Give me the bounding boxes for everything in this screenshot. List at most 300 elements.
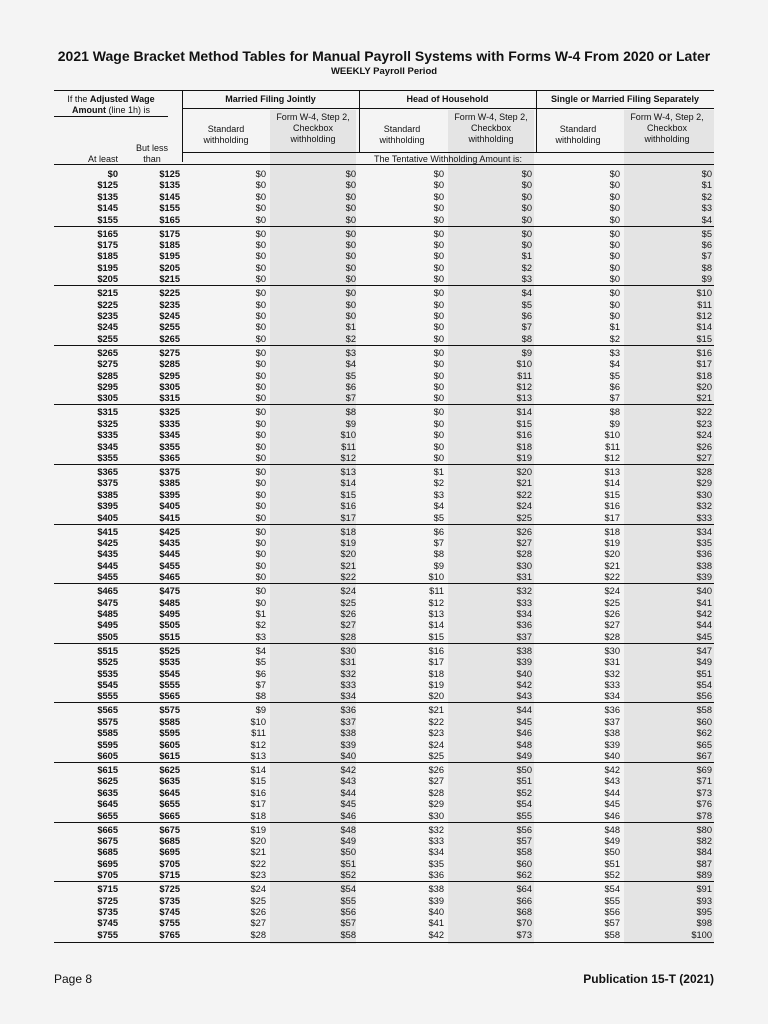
cell-single-standard: $0 xyxy=(609,169,620,179)
cell-hoh-checkbox: $43 xyxy=(516,691,532,702)
cell-hoh-standard: $0 xyxy=(433,203,444,214)
cell-single-checkbox: $0 xyxy=(701,169,712,179)
cell-hoh-checkbox: $64 xyxy=(516,884,532,895)
cell-mfj-checkbox: $0 xyxy=(345,311,356,321)
cell-hoh-checkbox: $7 xyxy=(521,322,532,333)
cell-mfj-standard: $0 xyxy=(255,347,266,358)
cell-at-least: $575 xyxy=(97,716,118,727)
cell-but-less-than: $255 xyxy=(159,322,180,333)
cell-mfj-standard: $0 xyxy=(255,549,266,560)
cell-single-checkbox: $73 xyxy=(696,787,712,798)
table-row xyxy=(0,490,768,501)
cell-mfj-standard: $0 xyxy=(255,359,266,370)
cell-but-less-than: $245 xyxy=(159,311,180,321)
cell-mfj-checkbox: $48 xyxy=(340,824,356,835)
cell-hoh-standard: $35 xyxy=(428,858,444,869)
cell-single-checkbox: $54 xyxy=(696,680,712,690)
cell-single-checkbox: $39 xyxy=(696,572,712,583)
checkbox-line3: withholding xyxy=(644,134,690,144)
table-row xyxy=(0,203,768,214)
cell-mfj-checkbox: $24 xyxy=(340,586,356,597)
cell-single-checkbox: $49 xyxy=(696,657,712,668)
cell-at-least: $175 xyxy=(97,240,118,250)
cell-mfj-standard: $17 xyxy=(250,799,266,810)
page-title: 2021 Wage Bracket Method Tables for Manual Payroll Systems with Forms W-4 From 2020 or Later xyxy=(57,48,711,64)
cell-but-less-than: $665 xyxy=(159,810,180,821)
cell-hoh-standard: $2 xyxy=(433,478,444,489)
cell-hoh-standard: $36 xyxy=(428,870,444,881)
cell-mfj-standard: $0 xyxy=(255,597,266,608)
checkbox-line3: withholding xyxy=(290,134,336,144)
cell-single-checkbox: $5 xyxy=(701,228,712,239)
cell-hoh-checkbox: $0 xyxy=(521,240,532,250)
cell-single-standard: $0 xyxy=(609,228,620,239)
standard-line2: withholding xyxy=(555,135,601,145)
cell-single-checkbox: $10 xyxy=(696,288,712,299)
cell-at-least: $295 xyxy=(97,382,118,392)
cell-mfj-checkbox: $0 xyxy=(345,203,356,214)
cell-at-least: $715 xyxy=(97,884,118,895)
cell-at-least: $195 xyxy=(97,262,118,273)
cell-single-standard: $31 xyxy=(604,657,620,668)
cell-mfj-standard: $0 xyxy=(255,333,266,344)
cell-single-standard: $21 xyxy=(604,560,620,571)
cell-mfj-standard: $28 xyxy=(250,929,266,940)
cell-mfj-checkbox: $12 xyxy=(340,453,356,463)
cell-hoh-checkbox: $40 xyxy=(516,668,532,679)
cell-mfj-checkbox: $2 xyxy=(345,333,356,344)
cell-single-standard: $0 xyxy=(609,180,620,191)
cell-but-less-than: $395 xyxy=(159,489,180,500)
cell-hoh-checkbox: $6 xyxy=(521,311,532,321)
cell-mfj-checkbox: $0 xyxy=(345,251,356,262)
cell-hoh-checkbox: $73 xyxy=(516,929,532,940)
table-row xyxy=(0,825,768,836)
cell-but-less-than: $425 xyxy=(159,526,180,537)
cell-at-least: $185 xyxy=(97,251,118,262)
cell-single-standard: $38 xyxy=(604,728,620,739)
cell-mfj-checkbox: $42 xyxy=(340,765,356,775)
cell-hoh-checkbox: $56 xyxy=(516,824,532,835)
cell-hoh-standard: $39 xyxy=(428,895,444,906)
cell-single-checkbox: $47 xyxy=(696,645,712,656)
wage-label-pre: If the xyxy=(67,94,90,104)
cell-single-checkbox: $58 xyxy=(696,705,712,716)
cell-at-least: $485 xyxy=(97,609,118,619)
cell-mfj-standard: $0 xyxy=(255,240,266,250)
cell-hoh-standard: $0 xyxy=(433,240,444,250)
checkbox-line2: Checkbox xyxy=(646,123,688,133)
cell-mfj-checkbox: $5 xyxy=(345,370,356,381)
cell-at-least: $625 xyxy=(97,776,118,787)
standard-line1: Standard xyxy=(207,124,245,134)
cell-single-checkbox: $18 xyxy=(696,370,712,381)
cell-mfj-checkbox: $21 xyxy=(340,560,356,571)
cell-mfj-checkbox: $16 xyxy=(340,501,356,512)
cell-mfj-standard: $0 xyxy=(255,430,266,441)
cell-single-standard: $14 xyxy=(604,478,620,489)
cell-but-less-than: $295 xyxy=(159,370,180,381)
publication-name: Publication 15-T (2021) xyxy=(583,972,714,986)
cell-but-less-than: $635 xyxy=(159,776,180,787)
cell-hoh-standard: $0 xyxy=(433,251,444,262)
cell-mfj-standard: $0 xyxy=(255,299,266,310)
cell-but-less-than: $345 xyxy=(159,430,180,441)
cell-hoh-standard: $16 xyxy=(428,645,444,656)
cell-hoh-checkbox: $38 xyxy=(516,645,532,656)
cell-hoh-standard: $0 xyxy=(433,228,444,239)
cell-mfj-checkbox: $18 xyxy=(340,526,356,537)
cell-single-standard: $43 xyxy=(604,776,620,787)
table-row xyxy=(0,751,768,762)
cell-mfj-checkbox: $19 xyxy=(340,538,356,548)
cell-but-less-than: $695 xyxy=(159,847,180,858)
wage-label-bold: Adjusted Wage xyxy=(89,94,155,104)
group-separator xyxy=(54,464,714,465)
cell-but-less-than: $765 xyxy=(159,929,180,940)
standard-line1: Standard xyxy=(559,124,597,134)
group-separator xyxy=(54,285,714,286)
cell-hoh-checkbox: $0 xyxy=(521,169,532,179)
table-row xyxy=(0,561,768,572)
page-number: Page 8 xyxy=(54,972,93,986)
cell-hoh-standard: $0 xyxy=(433,169,444,179)
hoh-standard-header xyxy=(362,124,442,146)
cell-mfj-checkbox: $9 xyxy=(345,418,356,429)
cell-at-least: $685 xyxy=(97,847,118,858)
cell-hoh-standard: $0 xyxy=(433,262,444,273)
cell-at-least: $445 xyxy=(97,560,118,571)
cell-at-least: $305 xyxy=(97,393,118,404)
cell-mfj-standard: $0 xyxy=(255,274,266,285)
col-header-but-less xyxy=(124,143,180,165)
hoh-checkbox-header xyxy=(444,112,538,145)
cell-hoh-checkbox: $60 xyxy=(516,858,532,869)
cell-single-checkbox: $24 xyxy=(696,430,712,441)
cell-but-less-than: $305 xyxy=(159,382,180,392)
table-row xyxy=(0,859,768,870)
cell-single-checkbox: $20 xyxy=(696,382,712,392)
cell-hoh-standard: $24 xyxy=(428,739,444,750)
cell-hoh-standard: $8 xyxy=(433,549,444,560)
cell-at-least: $635 xyxy=(97,787,118,798)
mfj-checkbox-header xyxy=(266,112,360,145)
cell-mfj-checkbox: $38 xyxy=(340,728,356,739)
cell-mfj-standard: $11 xyxy=(251,728,266,739)
cell-hoh-standard: $0 xyxy=(433,347,444,358)
cell-single-standard: $49 xyxy=(604,836,620,846)
cell-single-standard: $0 xyxy=(609,191,620,202)
cell-single-checkbox: $32 xyxy=(696,501,712,512)
cell-single-checkbox: $82 xyxy=(696,836,712,846)
cell-single-standard: $0 xyxy=(609,299,620,310)
table-row xyxy=(0,263,768,274)
cell-mfj-checkbox: $58 xyxy=(340,929,356,940)
cell-at-least: $565 xyxy=(97,705,118,716)
checkbox-line3: withholding xyxy=(468,134,514,144)
cell-hoh-checkbox: $32 xyxy=(516,586,532,597)
cell-single-standard: $45 xyxy=(604,799,620,810)
cell-single-checkbox: $51 xyxy=(696,668,712,679)
table-row xyxy=(0,478,768,489)
cell-hoh-checkbox: $21 xyxy=(516,478,532,489)
cell-single-standard: $13 xyxy=(604,467,620,477)
cell-hoh-checkbox: $39 xyxy=(516,657,532,668)
cell-mfj-checkbox: $32 xyxy=(340,668,356,679)
cell-at-least: $455 xyxy=(97,572,118,583)
cell-but-less-than: $735 xyxy=(159,895,180,906)
table-row xyxy=(0,586,768,597)
cell-single-standard: $18 xyxy=(604,526,620,537)
cell-hoh-checkbox: $3 xyxy=(521,274,532,285)
cell-at-least: $355 xyxy=(97,453,118,463)
cell-mfj-standard: $0 xyxy=(255,526,266,537)
cell-mfj-checkbox: $8 xyxy=(345,407,356,418)
cell-mfj-standard: $0 xyxy=(255,501,266,512)
cell-mfj-checkbox: $0 xyxy=(345,228,356,239)
cell-mfj-standard: $20 xyxy=(250,836,266,846)
cell-hoh-checkbox: $68 xyxy=(516,907,532,917)
cell-at-least: $255 xyxy=(97,333,118,344)
cell-hoh-checkbox: $70 xyxy=(516,918,532,929)
cell-at-least: $465 xyxy=(97,586,118,597)
cell-hoh-standard: $42 xyxy=(428,929,444,940)
cell-at-least: $155 xyxy=(97,214,118,225)
cell-single-standard: $9 xyxy=(609,418,620,429)
cell-hoh-standard: $21 xyxy=(428,705,444,716)
cell-at-least: $405 xyxy=(97,512,118,523)
cell-single-standard: $52 xyxy=(604,870,620,881)
cell-mfj-standard: $19 xyxy=(250,824,266,835)
table-row xyxy=(0,799,768,810)
cell-hoh-checkbox: $12 xyxy=(516,382,532,392)
cell-single-standard: $30 xyxy=(604,645,620,656)
table-row xyxy=(0,765,768,776)
cell-hoh-checkbox: $24 xyxy=(516,501,532,512)
cell-at-least: $605 xyxy=(97,751,118,761)
cell-hoh-standard: $12 xyxy=(428,597,444,608)
table-row xyxy=(0,669,768,680)
cell-but-less-than: $225 xyxy=(159,288,180,299)
group-separator xyxy=(54,643,714,644)
cell-hoh-checkbox: $4 xyxy=(521,288,532,299)
cell-hoh-standard: $0 xyxy=(433,453,444,463)
cell-hoh-checkbox: $58 xyxy=(516,847,532,858)
cell-hoh-checkbox: $8 xyxy=(521,333,532,344)
cell-hoh-standard: $40 xyxy=(428,907,444,917)
cell-mfj-checkbox: $0 xyxy=(345,214,356,225)
cell-but-less-than: $285 xyxy=(159,359,180,370)
cell-hoh-standard: $0 xyxy=(433,430,444,441)
cell-single-checkbox: $35 xyxy=(696,538,712,548)
cell-single-checkbox: $38 xyxy=(696,560,712,571)
cell-hoh-checkbox: $34 xyxy=(516,609,532,619)
cell-hoh-standard: $0 xyxy=(433,311,444,321)
cell-mfj-standard: $7 xyxy=(255,680,266,690)
cell-hoh-checkbox: $62 xyxy=(516,870,532,881)
cell-at-least: $755 xyxy=(97,929,118,940)
cell-hoh-standard: $7 xyxy=(433,538,444,548)
cell-at-least: $235 xyxy=(97,311,118,321)
cell-single-checkbox: $7 xyxy=(701,251,712,262)
table-row xyxy=(0,371,768,382)
cell-single-checkbox: $91 xyxy=(696,884,712,895)
cell-mfj-checkbox: $55 xyxy=(340,895,356,906)
cell-hoh-standard: $0 xyxy=(433,214,444,225)
table-row xyxy=(0,527,768,538)
cell-mfj-standard: $0 xyxy=(255,203,266,214)
cell-hoh-checkbox: $0 xyxy=(521,203,532,214)
cell-hoh-standard: $0 xyxy=(433,333,444,344)
cell-single-checkbox: $56 xyxy=(696,691,712,702)
cell-single-standard: $11 xyxy=(605,441,620,452)
cell-single-checkbox: $44 xyxy=(696,620,712,631)
cell-hoh-checkbox: $42 xyxy=(516,680,532,690)
cell-hoh-checkbox: $0 xyxy=(521,214,532,225)
cell-hoh-standard: $0 xyxy=(433,382,444,392)
cell-single-checkbox: $42 xyxy=(696,609,712,619)
table-row xyxy=(0,680,768,691)
cell-mfj-standard: $2 xyxy=(255,620,266,631)
cell-mfj-checkbox: $34 xyxy=(340,691,356,702)
cell-hoh-standard: $32 xyxy=(428,824,444,835)
cell-single-standard: $48 xyxy=(604,824,620,835)
table-row xyxy=(0,836,768,847)
cell-hoh-checkbox: $66 xyxy=(516,895,532,906)
cell-at-least: $745 xyxy=(97,918,118,929)
cell-at-least: $725 xyxy=(97,895,118,906)
cell-single-checkbox: $100 xyxy=(691,929,712,940)
checkbox-line1: Form W-4, Step 2, xyxy=(276,112,350,122)
table-row xyxy=(0,300,768,311)
table-row xyxy=(0,870,768,881)
cell-mfj-checkbox: $20 xyxy=(340,549,356,560)
cell-hoh-checkbox: $30 xyxy=(516,560,532,571)
col-header-at-least: At least xyxy=(87,154,118,164)
cell-mfj-checkbox: $40 xyxy=(340,751,356,761)
cell-hoh-standard: $20 xyxy=(428,691,444,702)
cell-mfj-standard: $0 xyxy=(255,467,266,477)
cell-hoh-standard: $0 xyxy=(433,299,444,310)
cell-mfj-checkbox: $57 xyxy=(340,918,356,929)
cell-hoh-standard: $0 xyxy=(433,407,444,418)
cell-hoh-checkbox: $10 xyxy=(516,359,532,370)
cell-at-least: $425 xyxy=(97,538,118,548)
table-row xyxy=(0,229,768,240)
cell-mfj-checkbox: $0 xyxy=(345,288,356,299)
cell-hoh-standard: $19 xyxy=(428,680,444,690)
standard-line2: withholding xyxy=(203,135,249,145)
cell-hoh-checkbox: $28 xyxy=(516,549,532,560)
cell-hoh-checkbox: $0 xyxy=(521,228,532,239)
cell-mfj-checkbox: $33 xyxy=(340,680,356,690)
table-row xyxy=(0,896,768,907)
cell-mfj-standard: $10 xyxy=(250,716,266,727)
cell-but-less-than: $515 xyxy=(159,631,180,642)
cell-at-least: $655 xyxy=(97,810,118,821)
cell-single-checkbox: $33 xyxy=(696,512,712,523)
cell-at-least: $245 xyxy=(97,322,118,333)
table-row xyxy=(0,311,768,322)
table-row xyxy=(0,513,768,524)
cell-mfj-standard: $0 xyxy=(255,322,266,333)
cell-single-standard: $0 xyxy=(609,203,620,214)
cell-mfj-checkbox: $0 xyxy=(345,169,356,179)
cell-hoh-standard: $9 xyxy=(433,560,444,571)
cell-hoh-checkbox: $57 xyxy=(516,836,532,846)
cell-single-standard: $55 xyxy=(604,895,620,906)
cell-single-checkbox: $15 xyxy=(696,333,712,344)
cell-but-less-than: $205 xyxy=(159,262,180,273)
table-row xyxy=(0,501,768,512)
cell-single-checkbox: $62 xyxy=(696,728,712,739)
cell-mfj-checkbox: $30 xyxy=(340,645,356,656)
cell-single-checkbox: $12 xyxy=(696,311,712,321)
cell-single-standard: $6 xyxy=(609,382,620,392)
cell-mfj-checkbox: $13 xyxy=(340,467,356,477)
cell-hoh-checkbox: $11 xyxy=(517,370,532,381)
group-separator xyxy=(54,762,714,763)
cell-mfj-checkbox: $52 xyxy=(340,870,356,881)
cell-single-checkbox: $23 xyxy=(696,418,712,429)
cell-hoh-standard: $22 xyxy=(428,716,444,727)
standard-line1: Standard xyxy=(383,124,421,134)
cell-single-checkbox: $78 xyxy=(696,810,712,821)
table-row xyxy=(0,169,768,180)
cell-hoh-checkbox: $5 xyxy=(521,299,532,310)
mfj-standard-header xyxy=(186,124,266,146)
cell-but-less-than: $505 xyxy=(159,620,180,631)
cell-hoh-checkbox: $1 xyxy=(521,251,532,262)
table-row xyxy=(0,419,768,430)
cell-mfj-standard: $1 xyxy=(255,609,266,619)
cell-at-least: $545 xyxy=(97,680,118,690)
cell-hoh-standard: $0 xyxy=(433,191,444,202)
table-row xyxy=(0,467,768,478)
cell-mfj-checkbox: $10 xyxy=(340,430,356,441)
cell-single-standard: $10 xyxy=(604,430,620,441)
table-bottom-rule xyxy=(54,942,714,943)
cell-but-less-than: $465 xyxy=(159,572,180,583)
table-row xyxy=(0,334,768,345)
checkbox-line2: Checkbox xyxy=(292,123,334,133)
cell-single-checkbox: $80 xyxy=(696,824,712,835)
cell-hoh-standard: $27 xyxy=(428,776,444,787)
cell-mfj-checkbox: $0 xyxy=(345,299,356,310)
cell-single-checkbox: $16 xyxy=(696,347,712,358)
group-married-filing-jointly: Married Filing Jointly xyxy=(225,94,316,104)
cell-single-standard: $44 xyxy=(604,787,620,798)
table-row xyxy=(0,572,768,583)
table-row xyxy=(0,728,768,739)
cell-mfj-checkbox: $0 xyxy=(345,262,356,273)
cell-single-checkbox: $45 xyxy=(696,631,712,642)
wage-label-amount: Amount xyxy=(71,105,106,115)
cell-at-least: $505 xyxy=(97,631,118,642)
cell-hoh-standard: $0 xyxy=(433,370,444,381)
cell-but-less-than: $535 xyxy=(159,657,180,668)
cell-mfj-checkbox: $56 xyxy=(340,907,356,917)
cell-single-standard: $32 xyxy=(604,668,620,679)
cell-at-least: $435 xyxy=(97,549,118,560)
cell-hoh-standard: $10 xyxy=(428,572,444,583)
group-separator xyxy=(54,226,714,227)
cell-mfj-standard: $12 xyxy=(250,739,266,750)
cell-hoh-checkbox: $0 xyxy=(521,180,532,191)
cell-single-checkbox: $34 xyxy=(696,526,712,537)
cell-hoh-standard: $0 xyxy=(433,441,444,452)
cell-at-least: $395 xyxy=(97,501,118,512)
